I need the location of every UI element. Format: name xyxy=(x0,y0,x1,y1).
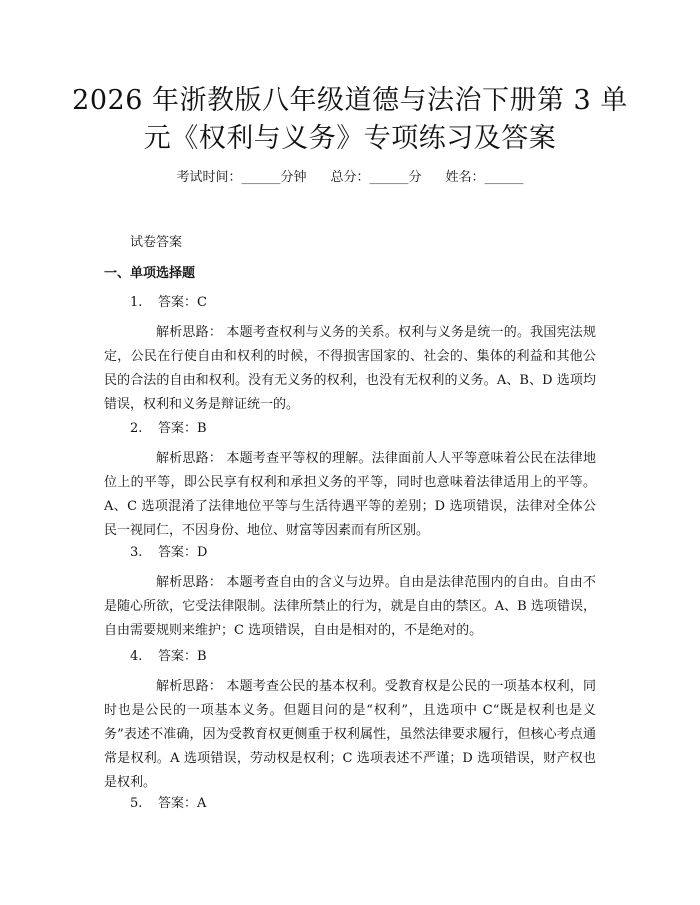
analysis-item-4: 解析思路： 本题考查公民的基本权利。受教育权是公民的一项基本权利，同时也是公民的一项基本义务。但题目问的是“权利”，且选项中 C“既是权利也是义务”表述不准确，因为受教育权更侧重于权利属性，虽然法律要求履行，但核心考点通常是权利。A 选项错误，劳动权是权利；C 选项表述不严谨；D 选项错误，财产权也是权利。 xyxy=(104,679,596,790)
answer-item-4 xyxy=(130,648,207,666)
answer-item-3 xyxy=(130,544,207,562)
exam-time: 考试时间：______分钟 xyxy=(176,170,307,185)
exam-name: 姓名：______ xyxy=(445,170,524,185)
answer-number: 3. xyxy=(130,545,143,560)
title-line-2: 元《权利与义务》专项练习及答案 xyxy=(143,123,557,154)
answer-text: 答案：C xyxy=(158,295,207,310)
answer-text: 答案：D xyxy=(158,545,208,560)
section-label: 试卷答案 xyxy=(130,235,183,250)
answer-number: 5. xyxy=(130,796,143,811)
section-heading: 一、单项选择题 xyxy=(104,266,196,281)
answer-number: 1. xyxy=(130,295,143,310)
answer-text: 答案：B xyxy=(158,421,207,436)
exam-info xyxy=(0,169,700,187)
title-line-1: 2026 年浙教版八年级道德与法治下册第 3 单 xyxy=(72,85,628,116)
analysis-item-3: 解析思路： 本题考查自由的含义与边界。自由是法律范围内的自由。自由不是随心所欲，它受法律限制。法律所禁止的行为，就是自由的禁区。A、B 选项错误，自由需要规则来维护；C 选项错误，自由是相对的，不是绝对的。 xyxy=(104,575,596,638)
answer-item-2 xyxy=(130,420,207,438)
answer-number: 4. xyxy=(130,649,143,664)
analysis-item-2: 解析思路： 本题考查平等权的理解。法律面前人人平等意味着公民在法律地位上的平等，即公民享有权利和承担义务的平等，同时也意味着法律适用上的平等。A、C 选项混淆了法律地位平等与生活待遇平等的差别；D 选项错误，法律对全体公民一视同仁，不因身份、地位、财富等因素而有所区别。 xyxy=(104,451,596,538)
analysis-item-1: 解析思路： 本题考查权利与义务的关系。权利与义务是统一的。我国宪法规定，公民在行使自由和权利的时候，不得损害国家的、社会的、集体的利益和其他公民的合法的自由和权利。没有无义务的权利，也没有无权利的义务。A、B、D 选项均错误，权利和义务是辩证统一的。 xyxy=(104,325,596,412)
answer-number: 2. xyxy=(130,421,143,436)
answer-text: 答案：A xyxy=(158,796,207,811)
answer-item-1 xyxy=(130,294,207,312)
answer-text: 答案：B xyxy=(158,649,207,664)
answer-item-5 xyxy=(130,795,206,813)
document-title xyxy=(60,82,640,158)
exam-score: 总分：______分 xyxy=(330,170,422,185)
